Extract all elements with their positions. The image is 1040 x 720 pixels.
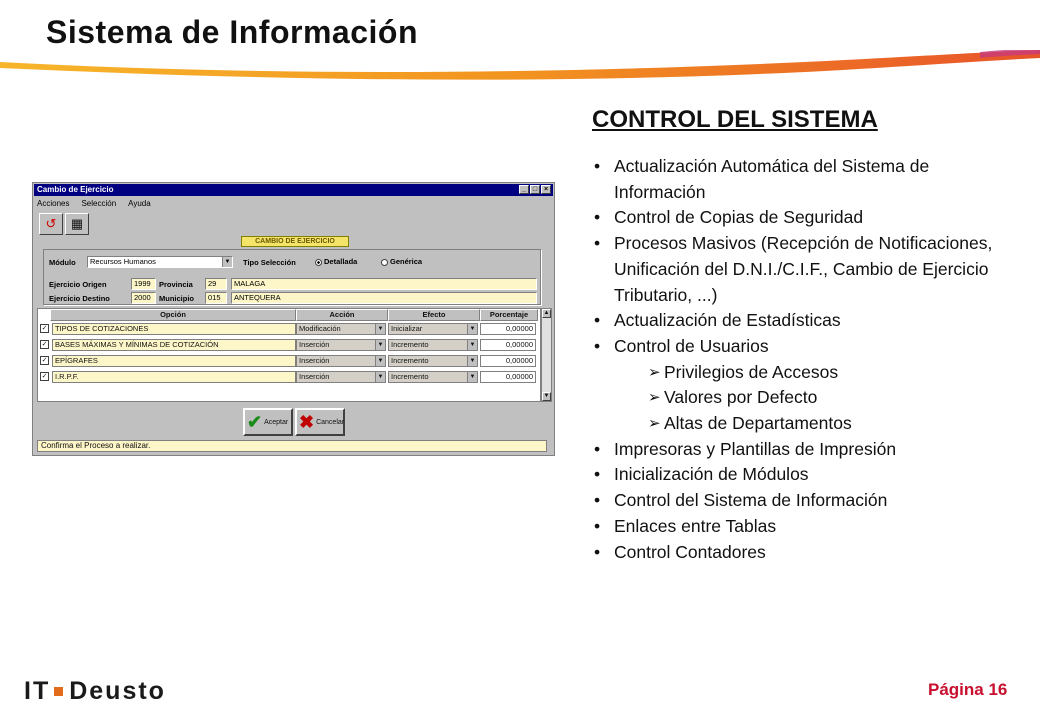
row-checkbox[interactable]: ✓ [41, 341, 48, 348]
col-header-opcion[interactable]: Opción [50, 309, 296, 321]
dialog-title: Cambio de Ejercicio [37, 185, 114, 194]
table-cell-porcentaje[interactable]: 0,00000 [480, 371, 536, 383]
cross-icon: ✖ [299, 411, 315, 432]
row-checkbox[interactable]: ✓ [41, 325, 48, 332]
table-cell-opcion: BASES MÁXIMAS Y MÍNIMAS DE COTIZACIÓN [52, 339, 296, 351]
accept-button[interactable]: ✔ Aceptar [243, 408, 293, 436]
undo-icon[interactable]: ↺ [39, 213, 63, 235]
table-cell-porcentaje[interactable]: 0,00000 [480, 339, 536, 351]
modulo-select[interactable]: Recursos Humanos ▼ [87, 256, 233, 268]
destino-field[interactable]: 2000 [131, 292, 156, 304]
bullet-item: • Enlaces entre Tablas [592, 514, 1012, 540]
modulo-label: Módulo [49, 258, 76, 267]
table-cell-accion[interactable]: Inserción ▼ [296, 339, 386, 351]
dialog-screenshot [32, 182, 555, 456]
sub-bullet-item: ➢ Valores por Defecto [592, 385, 1012, 411]
menu-ayuda[interactable]: Ayuda [128, 199, 151, 208]
table-cell-efecto[interactable]: Incremento ▼ [388, 371, 478, 383]
section-title: CONTROL DEL SISTEMA [592, 106, 878, 133]
destino-label: Ejercicio Destino [49, 294, 110, 303]
bullet-list [592, 154, 1012, 565]
table-cell-porcentaje[interactable]: 0,00000 [480, 323, 536, 335]
maximize-button[interactable]: □ [530, 185, 540, 194]
table-cell-accion[interactable]: Inserción ▼ [296, 371, 386, 383]
municipio-name-field[interactable]: ANTEQUERA [231, 292, 537, 304]
itdeusto-logo: IT Deusto [24, 677, 166, 705]
table-cell-accion[interactable]: Modificación ▼ [296, 323, 386, 335]
page-number: Página 16 [928, 680, 1008, 699]
bullet-item: • Control Contadores [592, 540, 1012, 566]
bullet-item: • Procesos Masivos (Recepción de Notificaciones, Unificación del D.N.I./C.I.F., Cambio de Ejercicio Tributario, ...) [592, 231, 1012, 308]
bullet-item: • Actualización de Estadísticas [592, 308, 1012, 334]
col-header-accion[interactable]: Acción [296, 309, 388, 321]
scroll-up-icon[interactable]: ▲ [543, 310, 550, 316]
bullet-item: • Control de Copias de Seguridad [592, 205, 1012, 231]
row-checkbox[interactable]: ✓ [41, 357, 48, 364]
select-icon[interactable]: ▦ [65, 213, 89, 235]
sub-bullet-item: ➢ Altas de Departamentos [592, 411, 1012, 437]
scroll-down-icon[interactable]: ▼ [543, 393, 550, 399]
col-header-porcentaje[interactable]: Porcentaje [480, 309, 538, 321]
bullet-item: • Actualización Automática del Sistema de Información [592, 154, 1012, 205]
origen-label: Ejercicio Origen [49, 280, 107, 289]
radio-generica[interactable]: Genérica [381, 257, 422, 266]
bullet-item: • Inicialización de Módulos [592, 462, 1012, 488]
chevron-down-icon: ▼ [222, 257, 232, 267]
table-cell-porcentaje[interactable]: 0,00000 [480, 355, 536, 367]
tipo-label: Tipo Selección [243, 258, 296, 267]
checkmark-icon: ✔ [247, 411, 263, 432]
provincia-label: Provincia [159, 280, 193, 289]
table-cell-opcion: I.R.P.F. [52, 371, 296, 383]
provincia-name-field[interactable]: MALAGA [231, 278, 537, 290]
slide-title: Sistema de Información [46, 14, 418, 50]
menu-seleccion[interactable]: Selección [81, 199, 117, 208]
municipio-label: Municipio [159, 294, 194, 303]
table-cell-opcion: TIPOS DE COTIZACIONES [52, 323, 296, 335]
bullet-item: • Impresoras y Plantillas de Impresión [592, 437, 1012, 463]
row-checkbox[interactable]: ✓ [41, 373, 48, 380]
status-bar: Confirma el Proceso a realizar. [37, 440, 547, 452]
options-grid [37, 308, 541, 402]
bullet-item: • Control de Usuarios [592, 334, 1012, 360]
dialog-heading: CAMBIO DE EJERCICIO [241, 236, 349, 247]
menu-acciones[interactable]: Acciones [37, 199, 70, 208]
radio-detallada[interactable]: Detallada [315, 257, 357, 266]
table-cell-efecto[interactable]: Inicializar ▼ [388, 323, 478, 335]
minimize-button[interactable]: _ [519, 185, 529, 194]
grid-scrollbar[interactable] [541, 308, 552, 402]
table-cell-efecto[interactable]: Incremento ▼ [388, 339, 478, 351]
origen-field[interactable]: 1999 [131, 278, 156, 290]
municipio-code-field[interactable]: 015 [205, 292, 227, 304]
col-header-efecto[interactable]: Efecto [388, 309, 480, 321]
dialog-menubar [37, 199, 151, 208]
header-swoosh [0, 50, 1040, 90]
table-cell-efecto[interactable]: Incremento ▼ [388, 355, 478, 367]
dialog-titlebar [34, 184, 553, 196]
sub-bullet-item: ➢ Privilegios de Accesos [592, 360, 1012, 386]
table-cell-accion[interactable]: Inserción ▼ [296, 355, 386, 367]
close-button[interactable]: × [541, 185, 551, 194]
provincia-code-field[interactable]: 29 [205, 278, 227, 290]
table-cell-opcion: EPÍGRAFES [52, 355, 296, 367]
bullet-item: • Control del Sistema de Información [592, 488, 1012, 514]
cancel-button[interactable]: ✖ Cancelar [295, 408, 345, 436]
